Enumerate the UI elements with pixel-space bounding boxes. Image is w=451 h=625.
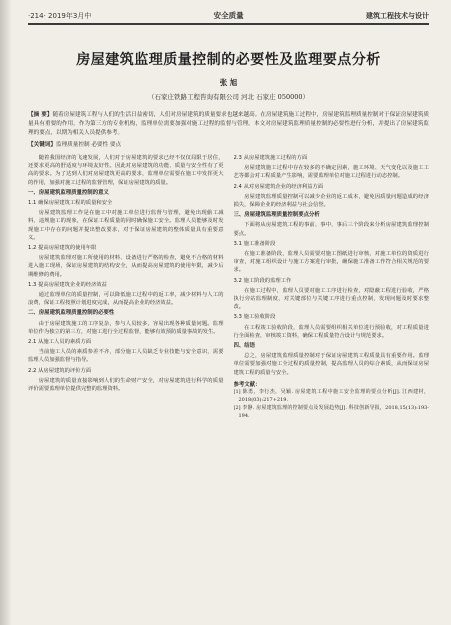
abstract-text: 随着房屋建筑工程与人们的生活日益密切，人们对房屋建筑的质量要求也越来越高。在房屋建筑施工过程中，房屋建筑监理质量控制对于保证房屋建筑质量具有重要的作用。作为第三方的专业机构，监理单位需要加强对施工过程的监督与管理。本文对房屋建筑监理质量控制的必要性进行分析，并提出了房屋建筑监理的要点，以期为相关人员提供参考。	[28, 112, 429, 136]
right-column	[234, 154, 430, 604]
subsection-heading: 1.1 确保房屋建筑工程的质量和安全	[28, 200, 113, 207]
running-header	[28, 10, 429, 25]
subsection-heading: 3.1 施工准备阶段	[233, 240, 276, 247]
references-heading: 参考文献：	[233, 381, 261, 388]
subsection-heading: 2.2 从房屋建筑的评价方面	[28, 367, 92, 374]
paragraph: 房屋建筑的质量直接影响到人们的生命财产安全，对房屋建筑进行科学的质量评价需要监理单位提供完整的监理资料。	[28, 377, 224, 393]
page-info: ·214· 2019年3月中	[28, 11, 92, 20]
section-heading: 四、结语	[233, 343, 256, 350]
author-affiliation: （石家庄铁路工程咨询有限公司 河北 石家庄 050000）	[147, 93, 309, 101]
subsection-heading: 2.4 从对房屋建筑企业的经济利益方面	[233, 183, 324, 190]
binding-shadow	[0, 0, 12, 625]
article-title: 房屋建筑监理质量控制的必要性及监理要点分析	[76, 52, 381, 68]
keywords-label: 【关键词】	[28, 142, 56, 148]
section-heading: 二、房屋建筑监理质量控制的必要性	[28, 310, 115, 317]
reference-item: [1] 陈勇，李行杰，吴颖. 房屋建筑工程中施工安全监理的要点分析[J]. 江西建材，2018(03):217+219.	[233, 389, 429, 403]
paragraph: 房屋建筑监理对施工所使用的材料、设备进行严格的检查，避免不合格的材料进入施工现场，保证房屋建筑的结构安全，从而提高房屋建筑的使用年限，减少后期维修的费用。	[28, 255, 224, 278]
paragraph: 房屋建筑监理质量控制可以减少企业的返工成本，避免因质量问题造成的经济损失，保障企业的经济利益与社会信誉。	[233, 193, 429, 209]
paragraph: 在施工准备阶段，监理人员需要对施工图纸进行审核，对施工单位的资质进行审查，对施工组织设计与施工方案进行审批，确保施工准备工作符合相关规范的要求。	[233, 251, 429, 274]
abstract-label: 【摘 要】	[28, 112, 53, 118]
subsection-heading: 2.1 从施工人员的素质方面	[28, 339, 92, 346]
subsection-heading: 3.2 施工阶段的监理工作	[233, 277, 292, 284]
paragraph: 房屋建筑施工过程中存在较多的不确定因素，施工环境、天气变化以及施工工艺等都会对工程质量产生影响，需要监理单位对施工过程进行动态控制。	[233, 165, 429, 180]
subsection-heading: 1.3 提高房屋建筑企业的经济效益	[28, 281, 107, 288]
keywords	[28, 140, 429, 148]
section-heading: 一、房屋建筑监理质量控制的意义	[28, 189, 109, 196]
paragraph: 通过监理单位的质量控制，可以降低施工过程中的返工率，减少材料与人工的浪费，保证工程按照计划进度完成，从而提高企业的经济效益。	[28, 292, 224, 307]
paragraph: 由于房屋建筑施工的工序复杂，参与人员较多，容易出现各种质量问题。监理单位作为独立的第三方，对施工进行全过程监督，能够有效预防质量事故的发生。	[28, 320, 224, 335]
intro-paragraph: 随着我国经济的飞速发展，人们对于房屋建筑的要求已经不仅仅局限于居住，还要求更高的舒适度与环境友好性。因此对房屋建筑的功能、质量与安全性有了更高的要求。为了达到人们对房屋建筑更高的要求，监理单位需要在施工中发挥更大的作用，加强对施工过程的监督管理，保证房屋建筑的质量。	[28, 155, 224, 186]
subsection-heading: 1.2 提高房屋建筑的使用年限	[28, 245, 97, 252]
keywords-text: 监理质量控制 必要性 要点	[55, 142, 122, 148]
section-heading: 三、房屋建筑监理质量控制要点分析	[233, 212, 320, 219]
paragraph: 房屋建筑监理工作是在施工中对施工单位进行监督与管理，避免出现偷工减料、违规施工的现象，在保证工程质量的同时确保施工安全。监理人员能够及时发现施工中存在的问题并提出整改要求，对于保证房屋建筑的整体质量具有重要意义。	[28, 210, 224, 241]
paragraph: 在工程竣工验收阶段，监理人员需要组织相关单位进行预验收，对工程质量进行全面检查，审核竣工资料，确保工程质量符合设计与规范要求。	[233, 324, 429, 339]
left-column	[28, 154, 224, 604]
abstract	[28, 111, 429, 138]
subsection-heading: 3.3 施工验收阶段	[233, 314, 276, 321]
subsection-heading: 2.3 从房屋建筑施工过程的方面	[233, 155, 308, 161]
paragraph: 下面将从房屋建筑工程的事前、事中、事后三个阶段来分析房屋建筑监理控制要点。	[233, 222, 429, 237]
section-label: 安全质量	[213, 11, 244, 20]
body-columns	[28, 154, 429, 604]
paragraph: 在施工过程中，监理人员要对施工工序进行检查，对隐蔽工程进行验收，严格执行旁站监理制度，对关键部位与关键工序进行重点控制，发现问题及时要求整改。	[233, 287, 429, 311]
journal-name: 建筑工程技术与设计	[366, 11, 429, 20]
author-name: 张 旭	[219, 78, 238, 87]
paragraph: 总之，房屋建筑监理质量控制对于保证房屋建筑工程质量具有重要作用。监理单位需要加强对施工全过程的质量控制，提高监理人员的综合素质，从而保证房屋建筑工程的质量与安全。	[233, 353, 429, 376]
reference-item: [2] 李静. 房屋建筑监理的控制要点及发展趋势[J]. 科技创新导报，2018,15(13):193-194.	[233, 405, 429, 419]
paragraph: 当前施工人员的素质参差不齐，部分施工人员缺乏专业技能与安全意识，需要监理人员加强监督与指导。	[28, 349, 224, 364]
